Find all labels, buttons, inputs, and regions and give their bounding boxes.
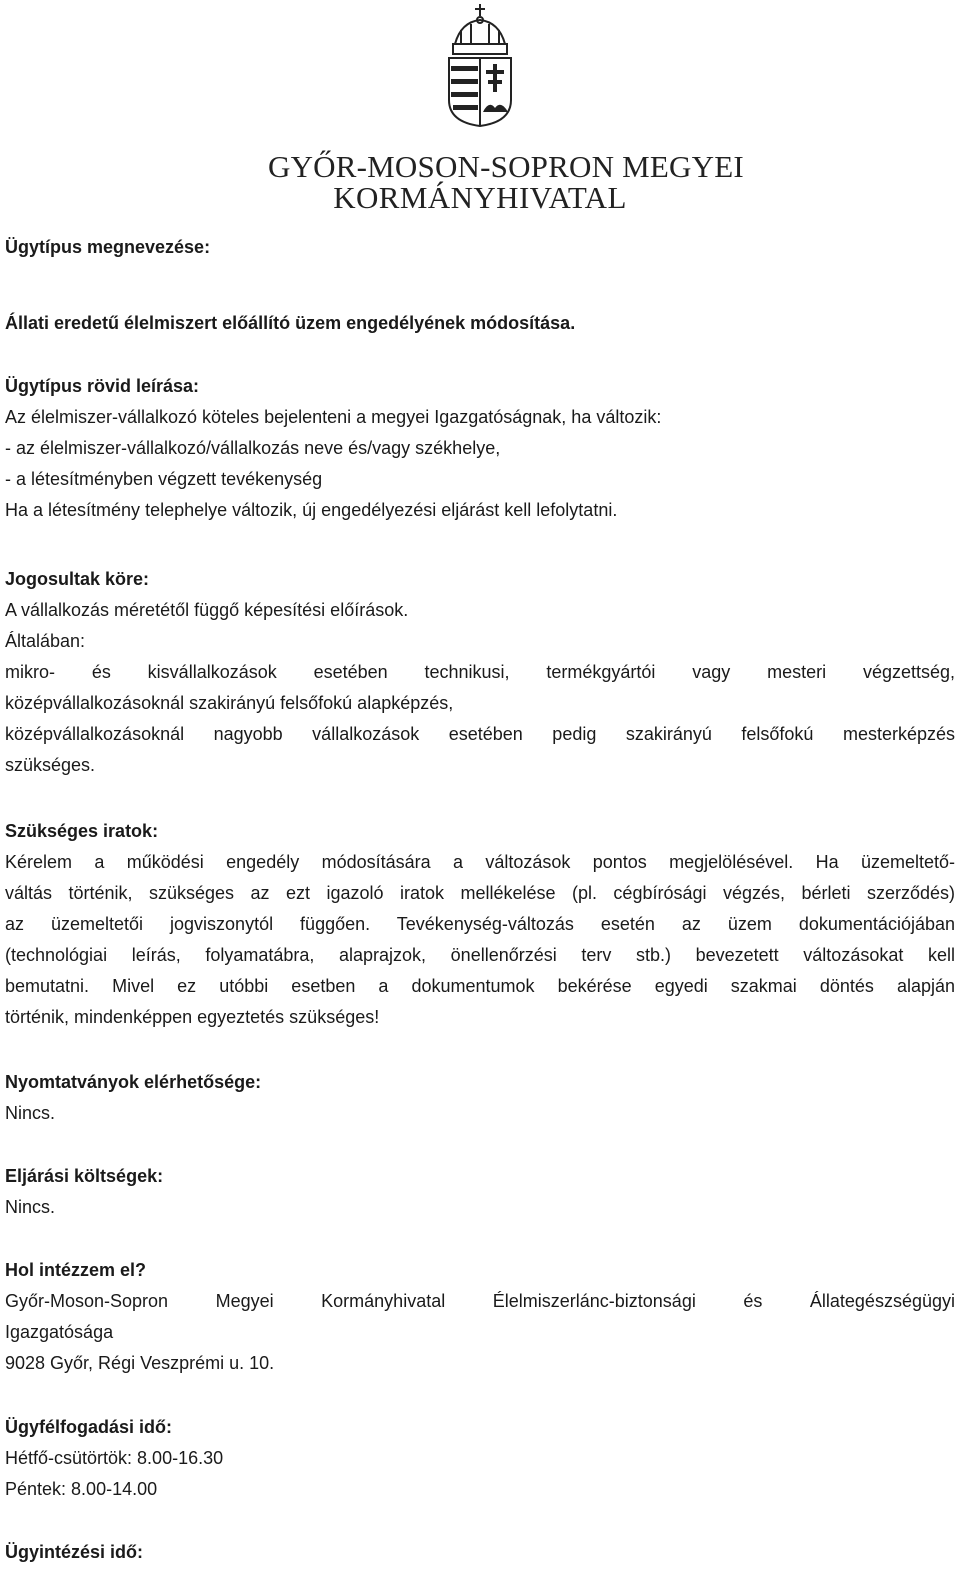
required-documents-line: váltás történik, szükséges az ezt igazoló iratok mellékelése (pl. cégbírósági végzés, bérleti szerződés) [5,883,955,903]
eligibility-paragraph-line: szükséges. [5,755,96,775]
eligibility-paragraph-line: középvállalkozásoknál nagyobb vállalkozások esetében pedig szakirányú felsőfokú mesterképzés [5,724,955,744]
hungarian-coat-of-arms-icon [443,4,517,128]
office-hours-section [5,1412,955,1505]
eligibility-section [5,564,955,781]
office-name-line: Győr-Moson-Sopron Megyei Kormányhivatal Élelmiszerlánc-biztonsági és Állategészségügyi [5,1291,955,1311]
where-to-apply-section [5,1255,955,1379]
office-hours-line: Péntek: 8.00-14.00 [5,1479,158,1499]
short-description-section [5,371,955,526]
office-hours-line: Hétfő-csütörtök: 8.00-16.30 [5,1448,224,1468]
office-name-line: Igazgatósága [5,1322,114,1342]
processing-time-section [5,1537,955,1568]
processing-time-heading: Ügyintézési idő: [5,1542,144,1562]
required-documents-line: (technológiai leírás, folyamatábra, alaprajzok, önellenőrzési terv stb.) bevezetett változásokat kell [5,945,955,965]
organization-name-line1: GYŐR-MOSON-SOPRON MEGYEI [268,149,744,184]
procedure-costs-value: Nincs. [5,1197,56,1217]
case-type-name-heading: Ügytípus megnevezése: [5,237,211,257]
organization-name-line2: KORMÁNYHIVATAL [333,180,627,215]
description-line: - az élelmiszer-vállalkozó/vállalkozás neve és/vagy székhelye, [5,438,501,458]
eligibility-line: A vállalkozás méretétől függő képesítési előírások. [5,600,409,620]
document-header [0,0,960,215]
where-to-apply-heading: Hol intézzem el? [5,1260,147,1280]
eligibility-heading: Jogosultak köre: [5,569,150,589]
description-line: - a létesítményben végzett tevékenység [5,469,323,489]
office-hours-heading: Ügyfélfogadási idő: [5,1417,173,1437]
eligibility-paragraph-line: mikro- és kisvállalkozások esetében technikusi, termékgyártói vagy mesteri végzettség, [5,662,955,682]
required-documents-line: történik, mindenképpen egyeztetés szükséges! [5,1007,380,1027]
required-documents-line: az üzemeltetői jogviszonytól függően. Tevékenység-változás esetén az üzem dokumentációjában [5,914,955,934]
forms-availability-section [5,1067,955,1129]
description-line: Ha a létesítmény telephelye változik, új engedélyezési eljárást kell lefolytatni. [5,500,618,520]
required-documents-section [5,816,955,1033]
forms-availability-value: Nincs. [5,1103,56,1123]
required-documents-line: bemutatni. Mivel ez utóbbi esetben a dokumentumok bekérése egyedi szakmai döntés alapján [5,976,955,996]
description-line: Az élelmiszer-vállalkozó köteles bejelenteni a megyei Igazgatóságnak, ha változik: [5,407,662,427]
eligibility-paragraph-line: középvállalkozásoknál szakirányú felsőfokú alapképzés, [5,693,454,713]
required-documents-heading: Szükséges iratok: [5,821,159,841]
procedure-costs-section [5,1161,955,1223]
procedure-costs-heading: Eljárási költségek: [5,1166,164,1186]
office-address: 9028 Győr, Régi Veszprémi u. 10. [5,1353,275,1373]
case-type-name: Állati eredetű élelmiszert előállító üzem engedélyének módosítása. [5,313,576,333]
forms-availability-heading: Nyomtatványok elérhetősége: [5,1072,262,1092]
eligibility-line: Általában: [5,631,86,651]
required-documents-line: Kérelem a működési engedély módosítására a változások pontos megjelölésével. Ha üzemeltető- [5,852,955,872]
short-description-heading: Ügytípus rövid leírása: [5,376,200,396]
